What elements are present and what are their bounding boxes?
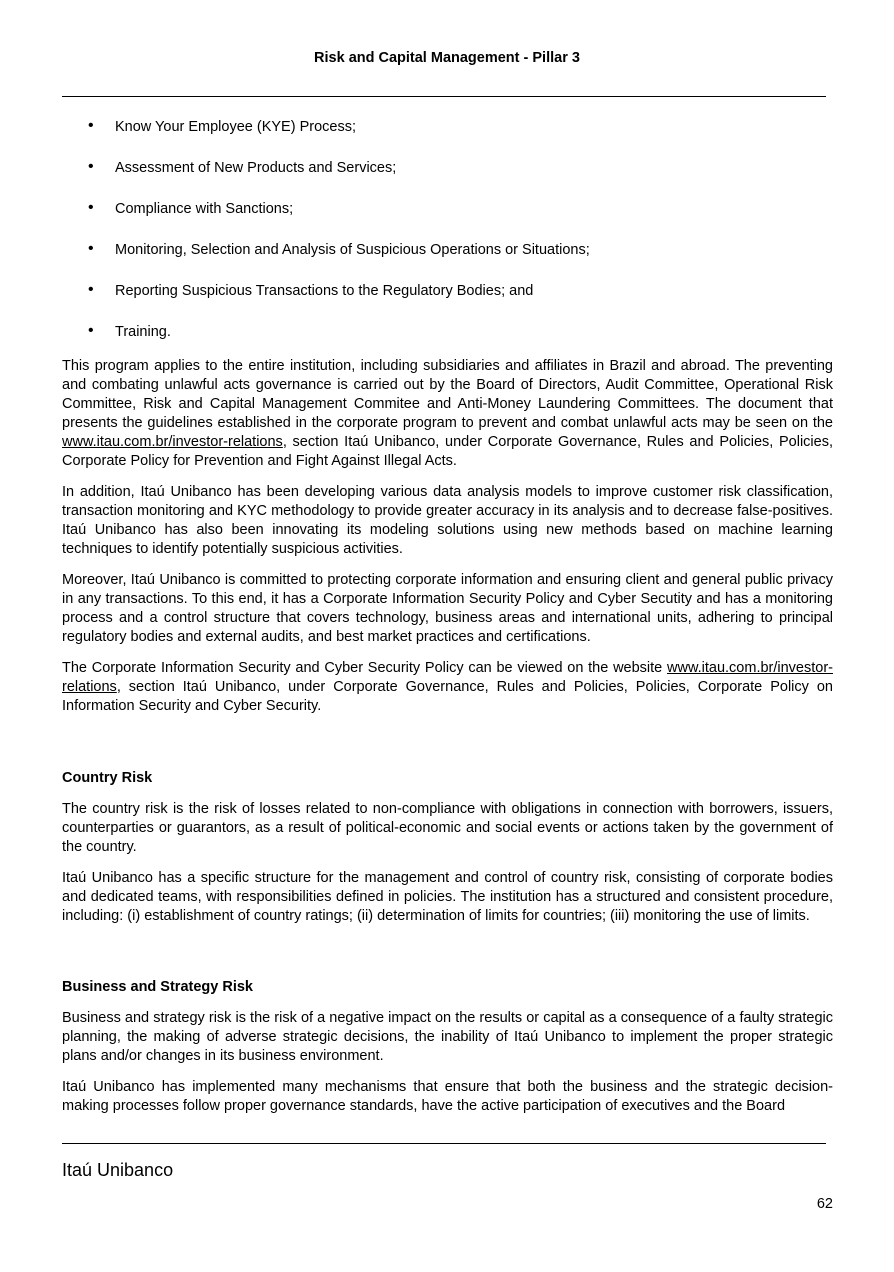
paragraph: Itaú Unibanco has implemented many mechanisms that ensure that both the business and the strategic decision-making processes follow proper governance standards, have the active participation of executives and the Board — [62, 1079, 833, 1114]
footer-brand: Itaú Unibanco — [62, 1160, 174, 1180]
list-item — [62, 119, 833, 160]
section-heading-business-strategy-risk: Business and Strategy Risk — [62, 979, 253, 995]
bullet-icon: • — [88, 322, 94, 339]
paragraph-text: , section Itaú Unibanco, under Corporate Governance, Rules and Policies, Policies, Corporate Policy for Prevention and Fight Against Illegal Acts. — [62, 434, 833, 469]
bullet-icon: • — [88, 158, 94, 175]
list-item-text: Reporting Suspicious Transactions to the Regulatory Bodies; and — [115, 283, 534, 299]
paragraph-text: , section Itaú Unibanco, under Corporate Governance, Rules and Policies, Policies, Corporate Policy on Information Security and Cyber Security. — [62, 679, 833, 714]
list-item-text: Monitoring, Selection and Analysis of Suspicious Operations or Situations; — [115, 242, 590, 258]
bullet-icon: • — [88, 117, 94, 134]
list-item-text: Training. — [115, 324, 171, 340]
paragraph: Business and strategy risk is the risk of a negative impact on the results or capital as a consequence of a faulty strategic planning, the making of adverse strategic decisions, the inability of Itaú Unibanco to implement the proper strategic plans and/or changes in its business environment. — [62, 1010, 833, 1064]
list-item — [62, 160, 833, 201]
body-content — [62, 357, 833, 1128]
bullet-icon: • — [88, 240, 94, 257]
investor-relations-link[interactable]: www.itau.com.br/investor-relations — [62, 660, 833, 695]
paragraph: Moreover, Itaú Unibanco is committed to protecting corporate information and ensuring client and general public privacy in any transactions. To this end, it has a Corporate Information Security Policy and Cyber Secutity and has a monitoring process and a control structure that covers technology, business areas and international units, adhering to principal regulatory bodies and external audits, and best market practices and certifications. — [62, 572, 833, 645]
paragraph-text: This program applies to the entire institution, including subsidiaries and affiliates in Brazil and abroad. The preventing and combating unlawful acts governance is carried out by the Board of Directors, Audit Committee, Operational Risk Committee, Risk and Capital Management Commitee and Anti-Money Laundering Committees. The document that presents the guidelines established in the corporate program to prevent and combat unlawful acts may be seen on the — [62, 358, 833, 431]
list-item-text: Know Your Employee (KYE) Process; — [115, 119, 356, 135]
footer-divider — [62, 1143, 826, 1144]
bullet-list — [62, 119, 833, 365]
list-item-text: Assessment of New Products and Services; — [115, 160, 397, 176]
paragraph — [62, 659, 833, 716]
bullet-icon: • — [88, 199, 94, 216]
header-divider — [62, 96, 826, 97]
page-number: 62 — [816, 1196, 833, 1212]
paragraph: Itaú Unibanco has a specific structure for the management and control of country risk, consisting of corporate bodies and dedicated teams, with responsibilities defined in policies. The institution has a structured and consistent procedure, including: (i) establishment of country ratings; (ii) determination of limits for countries; (iii) monitoring the use of limits. — [62, 870, 833, 924]
paragraph — [62, 357, 833, 471]
paragraph-text: The Corporate Information Security and Cyber Security Policy can be viewed on the website — [62, 660, 667, 676]
section-heading-country-risk: Country Risk — [62, 770, 153, 786]
list-item — [62, 201, 833, 242]
paragraph: In addition, Itaú Unibanco has been developing various data analysis models to improve customer risk classification, transaction monitoring and KYC methodology to provide greater accuracy in its analysis and to decrease false-positives. Itaú Unibanco has also been innovating its modeling solutions using new methods based on machine learning techniques to identify potentially suspicious activities. — [62, 484, 833, 557]
investor-relations-link[interactable]: www.itau.com.br/investor-relations — [62, 434, 283, 450]
page-header-title: Risk and Capital Management - Pillar 3 — [314, 50, 580, 66]
paragraph: The country risk is the risk of losses related to non-compliance with obligations in connection with borrowers, issuers, counterparties or guarantors, as a result of political-economic and social events or actions taken by the government of the country. — [62, 801, 833, 855]
bullet-icon: • — [88, 281, 94, 298]
list-item — [62, 283, 833, 324]
list-item-text: Compliance with Sanctions; — [115, 201, 294, 217]
list-item — [62, 242, 833, 283]
